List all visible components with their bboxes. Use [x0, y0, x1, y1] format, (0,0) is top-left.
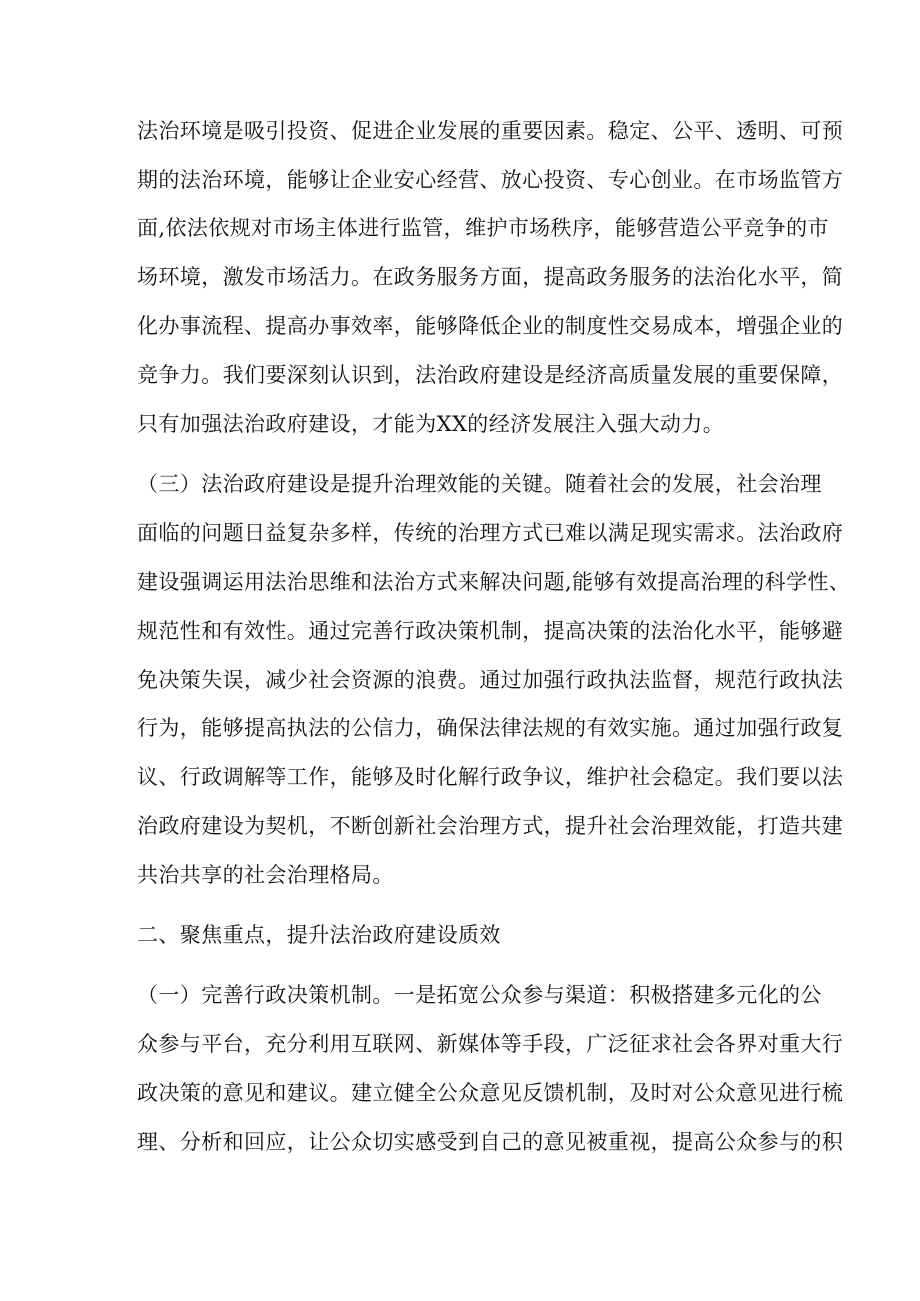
paragraph-4-line-2: 众参与平台，充分利用互联网、新媒体等手段，广泛征求社会各界对重大行 — [137, 1032, 844, 1056]
paragraph-2-line-6: 行为，能够提高执法的公信力，确保法律法规的有效实施。通过加强行政复 — [137, 716, 844, 740]
paragraph-2-line-8: 治政府建设为契机，不断创新社会治理方式，提升社会治理效能，打造共建 — [137, 814, 844, 838]
paragraph-1-line-2: 期的法治环境，能够让企业安心经营、放心投资、专心创业。在市场监管方 — [137, 168, 844, 192]
paragraph-2-line-4: 规范性和有效性。通过完善行政决策机制，提高决策的法治化水平，能够避 — [137, 619, 844, 643]
paragraph-4-line-1: （一）完善行政决策机制。一是拓宽公众参与渠道：积极搭建多元化的公 — [137, 983, 822, 1007]
paragraph-1-line-6: 竞争力。我们要深刻认识到，法治政府建设是经济高质量发展的重要保障， — [137, 363, 844, 387]
paragraph-2-line-1: （三）法治政府建设是提升治理效能的关键。随着社会的发展，社会治理 — [137, 472, 822, 496]
paragraph-2-line-5: 免决策失误，减少社会资源的浪费。通过加强行政执法监督，规范行政执法 — [137, 668, 844, 692]
paragraph-2-line-7: 议、行政调解等工作，能够及时化解行政争议，维护社会稳定。我们要以法 — [137, 765, 844, 789]
paragraph-2-line-2: 面临的问题日益复杂多样，传统的治理方式已难以满足现实需求。法治政府 — [137, 521, 844, 545]
paragraph-2-line-3: 建设强调运用法治思维和法治方式来解决问题,能够有效提高治理的科学性、 — [137, 570, 851, 594]
paragraph-1-line-7: 只有加强法治政府建设，才能为XX的经济发展注入强大动力。 — [137, 412, 725, 436]
paragraph-1-line-3: 面,依法依规对市场主体进行监管，维护市场秩序，能够营造公平竞争的市 — [137, 216, 829, 240]
paragraph-4-line-3: 政决策的意见和建议。建立健全公众意见反馈机制，及时对公众意见进行梳 — [137, 1081, 844, 1105]
paragraph-1-line-5: 化办事流程、提高办事效率，能够降低企业的制度性交易成本，增强企业的 — [137, 314, 844, 338]
paragraph-2-line-9: 共治共享的社会治理格局。 — [137, 863, 394, 887]
section-heading: 二、聚焦重点，提升法治政府建设质效 — [137, 923, 501, 947]
paragraph-1-line-4: 场环境，激发市场活力。在政务服务方面，提高政务服务的法治化水平，简 — [137, 265, 844, 289]
paragraph-1-line-1: 法治环境是吸引投资、促进企业发展的重要因素。稳定、公平、透明、可预 — [137, 119, 844, 143]
paragraph-4-line-4: 理、分析和回应，让公众切实感受到自己的意见被重视，提高公众参与的积 — [137, 1130, 844, 1154]
